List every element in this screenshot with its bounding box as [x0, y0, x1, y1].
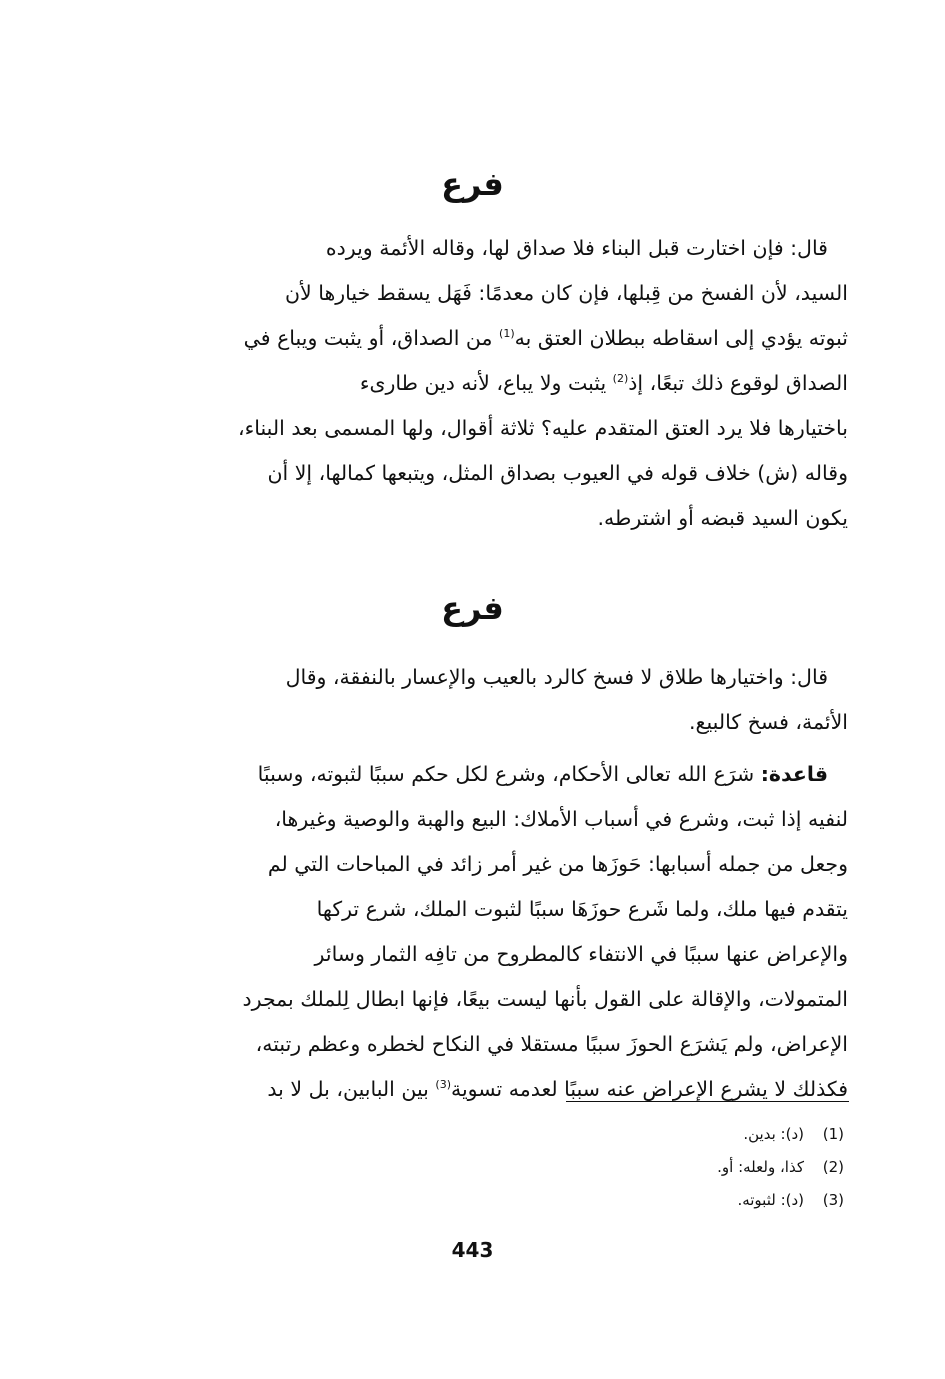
text-line: قال: واختيارها طلاق لا فسخ كالرد بالعيب والإعسار بالنفقة، وقال: [285, 665, 828, 689]
text-line: [183, 752, 848, 797]
text-line: [183, 316, 848, 361]
text-line: الأئمة، فسخ كالبيع.: [689, 710, 848, 734]
footnote-ref-1[interactable]: (1): [499, 327, 515, 341]
text-segment: بين البابين، بل لا بد: [267, 1077, 436, 1101]
text-segment: فكذلك لا يشرع الإعراض عنه سببًا لعدمه تسوية: [450, 1077, 848, 1101]
text-line: والإعراض عنها سببًا في الانتفاء كالمطروح من تافِه الثمار وسائر: [314, 942, 848, 966]
text-line: يكون السيد قبضه أو اشترطه.: [597, 506, 848, 530]
footnote-number: (1): [822, 1125, 844, 1143]
footnotes: [566, 1118, 844, 1217]
footnote-text: كذا، ولعله: أو.: [717, 1158, 804, 1176]
text-segment: شرَع الله تعالى الأحكام، وشرع لكل حكم سببًا لثبوته، وسببًا: [257, 762, 761, 786]
paragraph-2: [183, 655, 848, 745]
footnote-item: [566, 1118, 844, 1151]
paragraph-1: [183, 226, 848, 541]
text-line: السيد، لأن الفسخ من قِبلها، فإن كان معدمًا: فَهَل يسقط خيارها لأن: [284, 281, 848, 305]
section-heading-2: فرع: [441, 589, 504, 627]
footnote-separator: [566, 1101, 849, 1102]
text-line: لنفيه إذا ثبت، وشرع في أسباب الأملاك: البيع والهبة والوصية وغيرها،: [274, 807, 848, 831]
text-segment: ثبوته يؤدي إلى اسقاطه ببطلان العتق به: [514, 326, 848, 350]
footnote-ref-2[interactable]: (2): [612, 372, 629, 386]
text-line: قال: فإن اختارت قبل البناء فلا صداق لها، وقاله الأئمة ويرده: [325, 236, 828, 260]
footnote-ref-3[interactable]: (3): [435, 1078, 451, 1092]
text-line: باختيارها فلا يرد العتق المتقدم عليه؟ ثلاثة أقوال، ولها المسمى بعد البناء،: [237, 416, 848, 440]
text-line: وقاله (ش) خلاف قوله في العيوب بصداق المثل، ويتبعها كمالها، إلا أن: [267, 461, 848, 485]
text-line: [183, 1067, 848, 1112]
footnote-item: [566, 1184, 844, 1217]
text-segment: يثبت ولا يباع، لأنه دين طارىء: [359, 371, 613, 395]
text-line: وجعل من جمله أسبابها: حَوزَها من غير أمر زائد في المباحات التي لم: [267, 852, 848, 876]
paragraph-3: [183, 752, 848, 1112]
text-line: يتقدم فيها ملك، ولما شَرع حوزَهَا سببًا لثبوت الملك، شرع تركها: [316, 897, 848, 921]
text-segment: من الصداق، أو يثبت ويباع في: [243, 326, 500, 350]
rule-label: قاعدة:: [760, 762, 828, 786]
footnote-text: (د): لثبوته.: [737, 1191, 804, 1209]
footnote-number: (2): [822, 1158, 844, 1176]
section-heading-1: فرع: [441, 165, 504, 203]
text-line: المتمولات، والإقالة على القول بأنها ليست بيعًا، فإنها ابطال لِلملك بمجرد: [242, 987, 848, 1011]
footnote-text: (د): بدين.: [743, 1125, 804, 1143]
text-line: [183, 361, 848, 406]
footnote-number: (3): [822, 1191, 844, 1209]
footnote-item: [566, 1151, 844, 1184]
page-number: 443: [451, 1238, 494, 1262]
text-segment: الصداق لوقوع ذلك تبعًا، إذ: [628, 371, 848, 395]
text-line: الإعراض، ولم يَشرَع الحوزَ سببًا مستقلا في النكاح لخطره وعظم رتبته،: [255, 1032, 848, 1056]
